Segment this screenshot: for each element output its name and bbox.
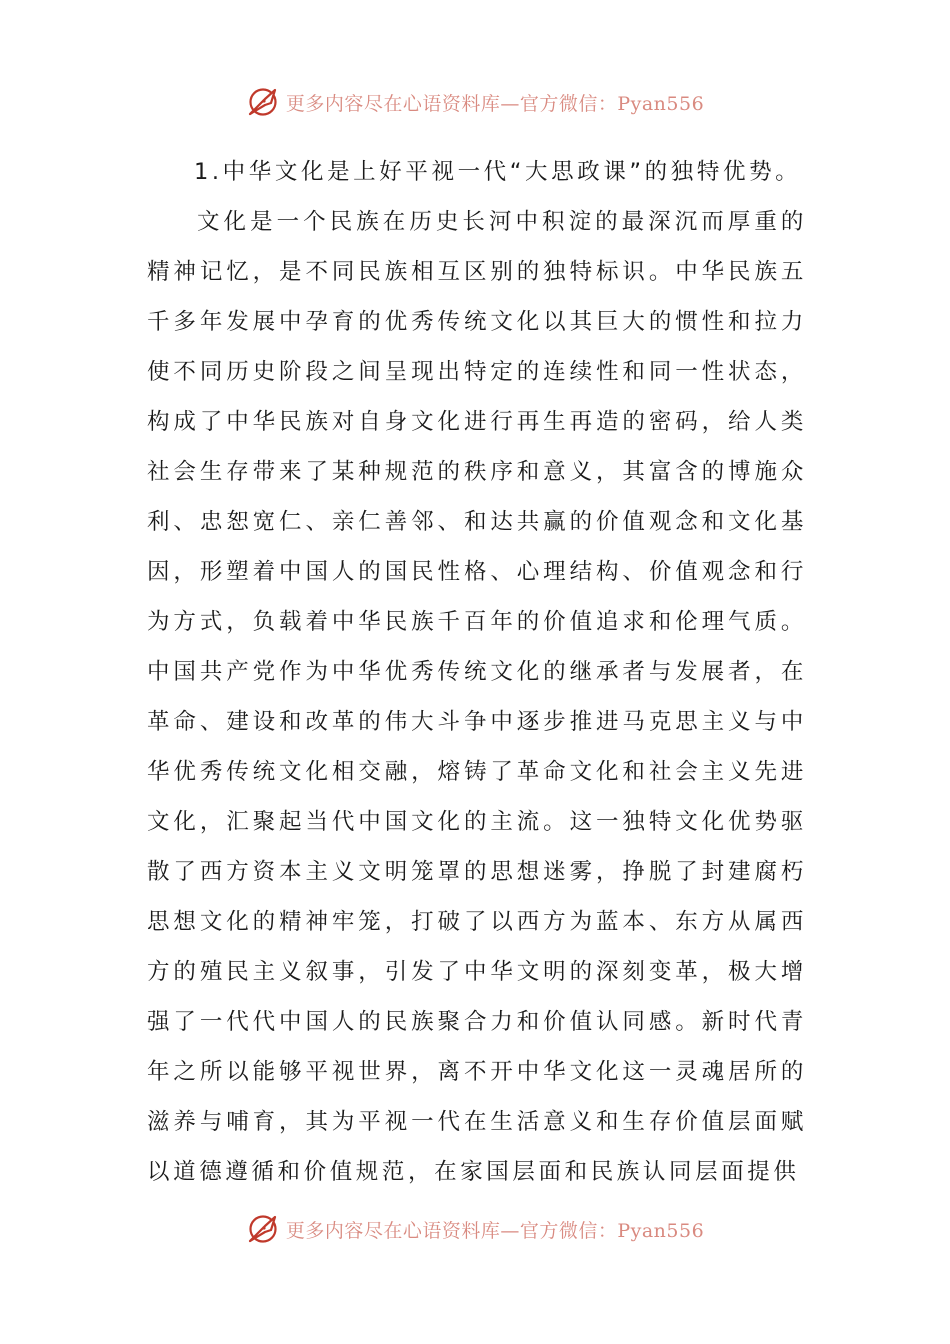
banner-text: 更多内容尽在心语资料库—官方微信：Pyan556: [285, 92, 705, 115]
pen-nib-logo-icon: [246, 85, 280, 119]
footer-banner: [0, 1209, 950, 1249]
section-heading: 1.中华文化是上好平视一代“大思政课”的独特优势。: [194, 159, 802, 185]
pen-nib-logo-icon: [246, 1212, 280, 1246]
body-paragraph: 文化是一个民族在历史长河中积淀的最深沉而厚重的精神记忆，是不同民族相互区别的独特标识。中华民族五千多年发展中孕育的优秀传统文化以其巨大的惯性和拉力使不同历史阶段之间呈现出特定的连续性和同一性状态，构成了中华民族对自身文化进行再生再造的密码，给人类社会生存带来了某种规范的秩序和意义，其富含的博施众利、忠恕宽仁、亲仁善邻、和达共赢的价值观念和文化基因，形塑着中国人的国民性格、心理结构、价值观念和行为方式，负载着中华民族千百年的价值追求和伦理气质。中国共产党作为中华优秀传统文化的继承者与发展者，在革命、建设和改革的伟大斗争中逐步推进马克思主义与中华优秀传统文化相交融，熔铸了革命文化和社会主义先进文化，汇聚起当代中国文化的主流。这一独特文化优势驱散了西方资本主义文明笼罩的思想迷雾，挣脱了封建腐朽思想文化的精神牢笼，打破了以西方为蓝本、东方从属西方的殖民主义叙事，引发了中华文明的深刻变革，极大增强了一代代中国人的民族聚合力和价值认同感。新时代青年之所以能够平视世界，离不开中华文化这一灵魂居所的滋养与哺育，其为平视一代在生活意义和生存价值层面赋以道德遵循和价值规范，在家国层面和民族认同层面提供: [147, 209, 807, 1185]
banner-text: 更多内容尽在心语资料库—官方微信：Pyan556: [285, 1219, 705, 1242]
header-banner: [0, 82, 950, 122]
document-body: [147, 147, 807, 1197]
